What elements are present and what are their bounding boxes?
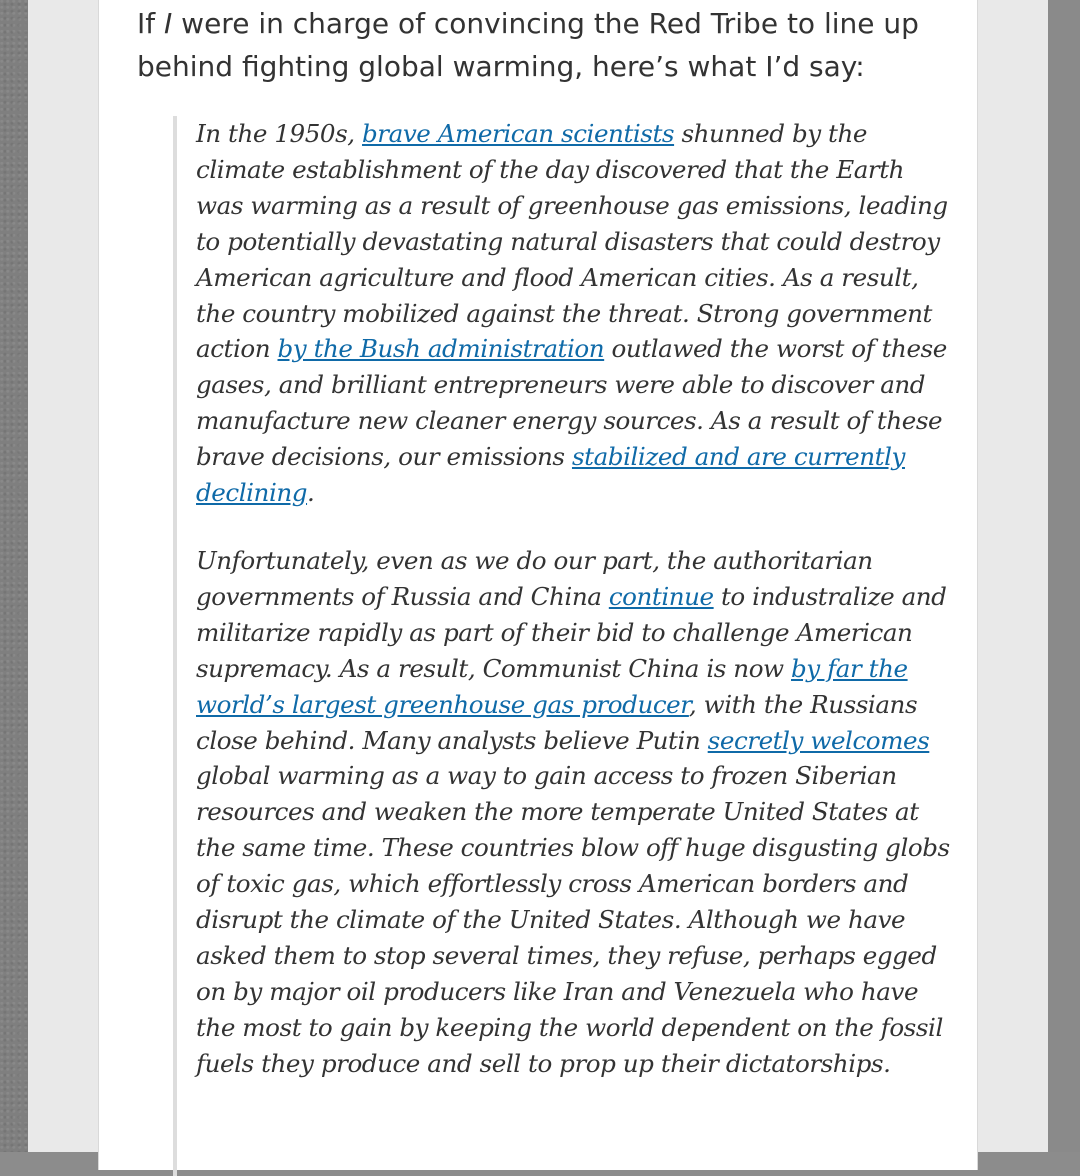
intro-emphasis: I	[164, 7, 173, 40]
link-largest-greenhouse-producer[interactable]: by far the world’s largest greenhouse gas producer	[196, 653, 908, 719]
quote-text: global warming as a way to gain access to frozen Siberian resources and weaken the more temperate United States at the same time. These countries blow off huge disgusting globs of toxic gas, which effortlessly cross American borders and disrupt the climate of the United States. Although we have asked them to stop several times, they refuse, perhaps egged on by major oil producers like Iran and Venezuela who have the most to gain by keeping the world dependent on the fossil fuels they produce and sell to prop up their dictatorships.	[196, 761, 950, 1078]
link-bush-administration[interactable]: by the Bush administration	[277, 334, 605, 364]
blockquote	[173, 116, 956, 1176]
quote-text: outlawed the worst of these gases, and brilliant entrepreneurs were able to discover and manufacture new cleaner energy sources. As a result of these brave decisions, our emissions	[196, 334, 947, 472]
quote-text: shunned by the climate establishment of the day discovered that the Earth was warming as a result of greenhouse gas emissions, leading to potentially devastating natural disasters that could destroy American agriculture and flood American cities. As a result, the country mobilized against the threat. Strong government action	[196, 119, 948, 364]
quote-text: , with the Russians close behind. Many analysts believe Putin	[196, 689, 918, 755]
quote-paragraph-2	[196, 543, 956, 1082]
intro-text-start: If	[137, 7, 165, 40]
link-emissions-declining[interactable]: stabilized and are currently declining	[196, 442, 905, 508]
quote-paragraph-1	[196, 116, 956, 511]
quote-text: to industralize and militarize rapidly as part of their bid to challenge American supremacy. As a result, Communist China is now	[196, 581, 947, 683]
link-brave-american-scientists[interactable]: brave American scientists	[362, 119, 675, 148]
background-right-edge	[1048, 0, 1080, 1152]
quote-text: Unfortunately, even as we do our part, the authoritarian governments of Russia and China	[196, 545, 873, 611]
intro-paragraph	[137, 2, 937, 88]
intro-text-end: were in charge of convincing the Red Tribe to line up behind fighting global warming, here’s what I’d say:	[137, 7, 919, 83]
background-texture-left	[0, 0, 28, 1152]
quote-text: In the 1950s,	[196, 119, 363, 148]
link-continue[interactable]: continue	[608, 581, 714, 611]
quote-text: .	[307, 478, 315, 508]
link-secretly-welcomes[interactable]: secretly welcomes	[707, 725, 930, 755]
